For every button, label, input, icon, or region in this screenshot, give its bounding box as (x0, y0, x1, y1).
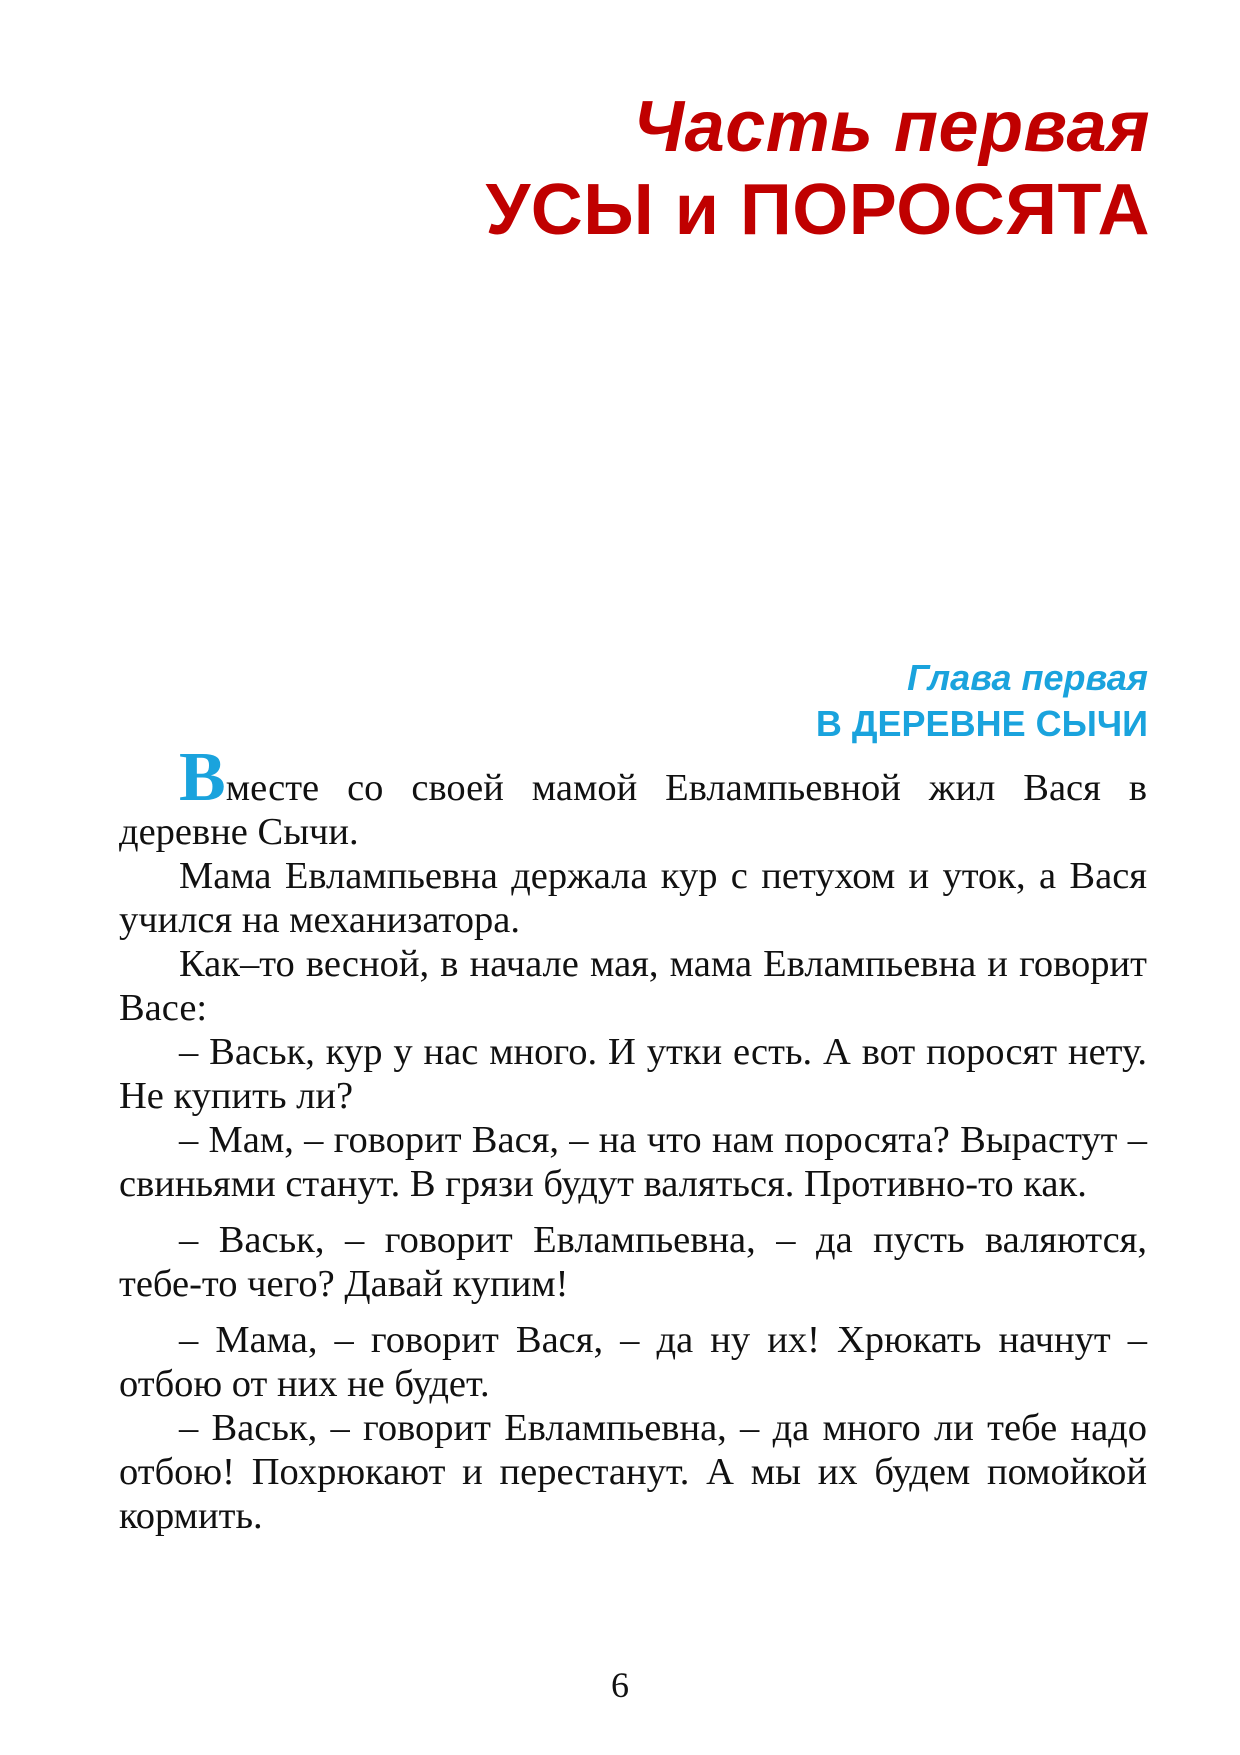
chapter-body (119, 739, 1147, 1538)
paragraph: – Васьк, – говорит Евлампьевна, – да много ли тебе надо отбою! Похрюкают и перестанут. А мы их будем помойкой кормить. (119, 1407, 1147, 1537)
paragraph: – Васьк, – говорит Евлампьевна, – да пусть валяются, тебе-то чего? Давай купим! (119, 1219, 1147, 1305)
paragraph: Как–то весной, в начале мая, мама Евлампьевна и говорит Васе: (119, 943, 1147, 1029)
paragraph: Мама Евлампьевна держала кур с петухом и уток, а Вася учился на механизатора. (119, 855, 1147, 941)
drop-cap: В (179, 739, 226, 816)
paragraph (119, 739, 1147, 854)
paragraph: – Мама, – говорит Вася, – да ну их! Хрюкать начнут – отбою от них не будет. (119, 1319, 1147, 1405)
chapter-title: В ДЕРЕВНЕ СЫЧИ (815, 703, 1148, 744)
paragraph-text: месте со своей мамой Евлампьевной жил Вася в деревне Сычи. (119, 767, 1147, 853)
chapter-heading (816, 655, 1148, 747)
chapter-subtitle: Глава первая (907, 657, 1148, 698)
paragraph: – Мам, – говорит Вася, – на что нам поросята? Вырастут – свиньями станут. В грязи будут валяться. Противно-то как. (119, 1119, 1147, 1205)
page-number: 6 (611, 1665, 629, 1705)
paragraph: – Васьк, кур у нас много. И утки есть. А вот поросят нету. Не купить ли? (119, 1031, 1147, 1117)
part-heading (485, 86, 1150, 252)
part-subtitle: Часть первая (633, 87, 1150, 167)
part-title: УСЫ и ПОРОСЯТА (485, 170, 1150, 250)
